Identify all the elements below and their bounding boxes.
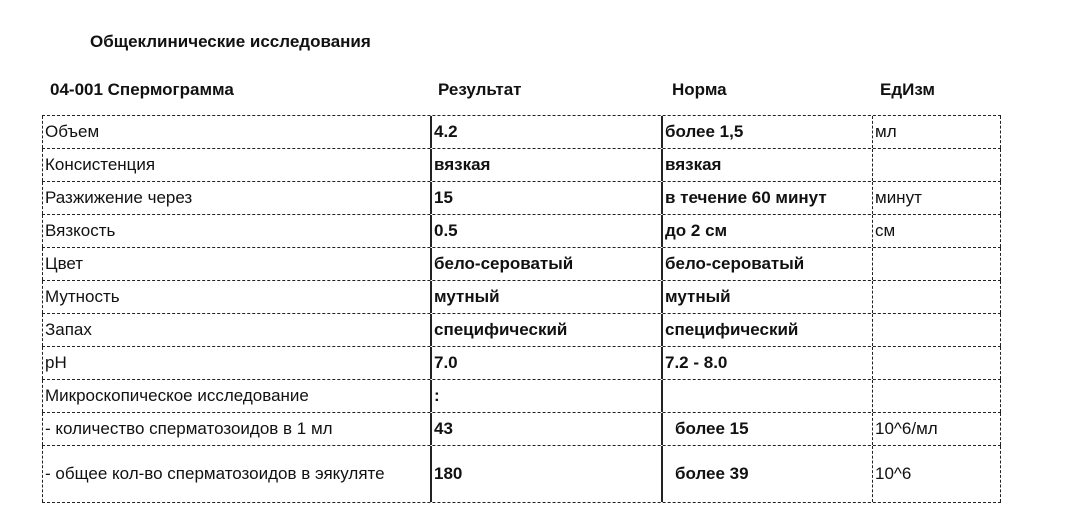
- row-unit: 10^6/мл: [872, 413, 1001, 445]
- row-norm: более 39: [675, 464, 749, 483]
- row-norm: мутный: [665, 287, 731, 306]
- row-unit: мл: [872, 116, 1001, 148]
- table-row: [42, 445, 1001, 503]
- row-result: :: [430, 380, 663, 412]
- row-norm: более 1,5: [665, 122, 744, 141]
- row-norm: вязкая: [665, 155, 722, 174]
- table-row: [42, 214, 1001, 247]
- table-row: [42, 115, 1001, 148]
- row-result: вязкая: [430, 149, 663, 181]
- row-norm: 7.2 - 8.0: [665, 353, 728, 372]
- header-norm: Норма: [672, 80, 727, 99]
- row-unit: см: [872, 215, 1001, 247]
- row-result: 43: [430, 413, 663, 445]
- table-row: [42, 412, 1001, 445]
- row-result: специфический: [430, 314, 663, 346]
- row-norm: бело-сероватый: [665, 254, 805, 273]
- row-result: 4.2: [430, 116, 663, 148]
- row-unit: [872, 347, 1001, 379]
- row-name: pH: [42, 347, 430, 379]
- table-row: [42, 247, 1001, 280]
- row-norm: более 15: [675, 419, 749, 438]
- row-name: Микроскопическое исследование: [42, 380, 430, 412]
- table-row: [42, 313, 1001, 346]
- row-name: Вязкость: [42, 215, 430, 247]
- row-result: 15: [430, 182, 663, 214]
- row-norm: в течение 60 минут: [665, 188, 827, 207]
- row-name: Мутность: [42, 281, 430, 313]
- table-row: [42, 346, 1001, 379]
- table-row: [42, 379, 1001, 412]
- row-name: Цвет: [42, 248, 430, 280]
- row-name: Объем: [42, 116, 430, 148]
- row-name: Запах: [42, 314, 430, 346]
- row-norm: [663, 380, 872, 412]
- header-test: 04-001 Спермограмма: [50, 80, 234, 99]
- section-title: Общеклинические исследования: [90, 32, 371, 51]
- row-name: Консистенция: [42, 149, 430, 181]
- row-result: 0.5: [430, 215, 663, 247]
- row-norm: специфический: [665, 320, 799, 339]
- row-result: мутный: [430, 281, 663, 313]
- row-unit: [872, 248, 1001, 280]
- table-row: [42, 181, 1001, 214]
- row-result: 7.0: [430, 347, 663, 379]
- row-result: 180: [430, 446, 663, 502]
- row-name: - общее кол-во сперматозоидов в эякуляте: [42, 446, 430, 502]
- row-unit: [872, 380, 1001, 412]
- row-unit: минут: [872, 182, 1001, 214]
- row-norm: до 2 см: [665, 221, 728, 240]
- results-table: [42, 115, 1001, 503]
- table-row: [42, 148, 1001, 181]
- table-row: [42, 280, 1001, 313]
- row-unit: [872, 314, 1001, 346]
- row-name: Разжижение через: [42, 182, 430, 214]
- row-unit: [872, 281, 1001, 313]
- row-name: - количество сперматозоидов в 1 мл: [42, 413, 430, 445]
- header-unit: ЕдИзм: [880, 80, 935, 99]
- row-result: бело-сероватый: [430, 248, 663, 280]
- header-result: Результат: [438, 80, 522, 99]
- row-unit: [872, 149, 1001, 181]
- row-unit: 10^6: [872, 446, 1001, 502]
